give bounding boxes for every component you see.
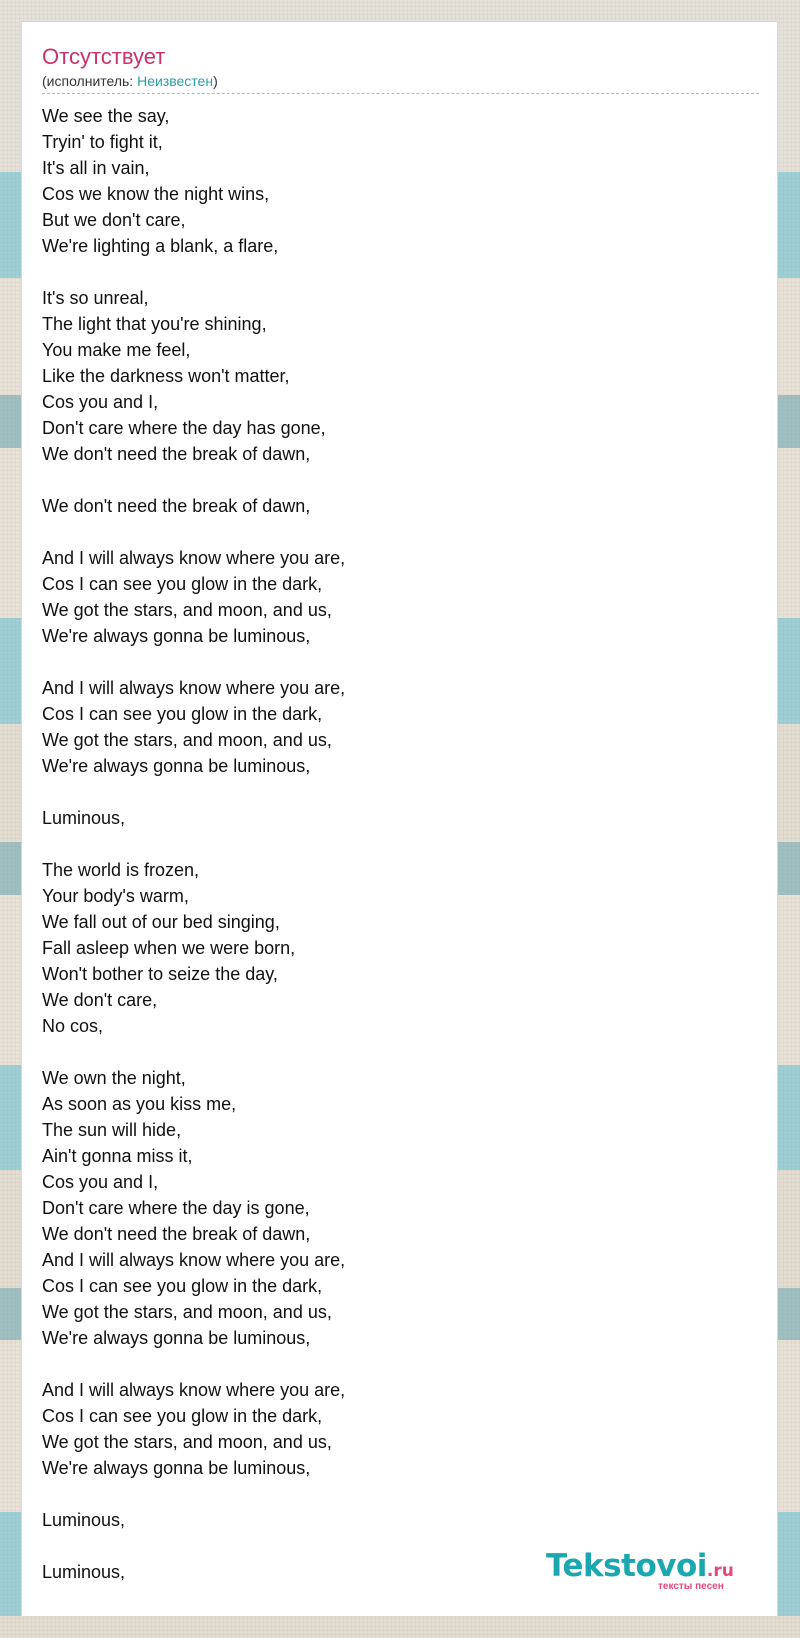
header-divider bbox=[42, 93, 759, 94]
logo-tagline: тексты песен bbox=[658, 1581, 724, 1592]
artist-link[interactable]: Неизвестен bbox=[137, 73, 214, 89]
logo-main-text: Tekstovoi bbox=[546, 1548, 707, 1584]
lyrics-sheet bbox=[21, 21, 778, 1617]
lyrics-text: We see the say, Tryin' to fight it, It's all in vain, Cos we know the night wins, But we don't care, We're lighting a blank, a flare, It's so unreal, The light that you're shining, You make me feel, Like the darkness won't matter, Cos you and I, Don't care where the day has gone, We don't need the break of dawn, We don't need the break of dawn, And I will always know where you are, Cos I can see you glow in the dark, We got the stars, and moon, and us, We're always gonna be luminous, And I will always know where you are, Cos I can see you glow in the dark, We got the stars, and moon, and us, We're always gonna be luminous, Luminous, The world is frozen, Your body's warm, We fall out of our bed singing, Fall asleep when we were born, Won't bother to seize the day, We don't care, No cos, We own the night, As soon as you kiss me, The sun will hide, Ain't gonna miss it, Cos you and I, Don't care where the day is gone, We don't need the break of dawn, And I will always know where you are, Cos I can see you glow in the dark, We got the stars, and moon, and us, We're always gonna be luminous, And I will always know where you are, Cos I can see you glow in the dark, We got the stars, and moon, and us, We're always gonna be luminous, Luminous, Luminous, bbox=[42, 106, 346, 1582]
artist-line bbox=[42, 73, 218, 89]
song-title: Отсутствует bbox=[42, 44, 166, 69]
artist-suffix: ) bbox=[213, 73, 218, 89]
tekstovoi-logo[interactable] bbox=[546, 1548, 734, 1592]
artist-prefix: (исполнитель: bbox=[42, 73, 138, 89]
logo-tld-text: .ru bbox=[706, 1561, 734, 1581]
